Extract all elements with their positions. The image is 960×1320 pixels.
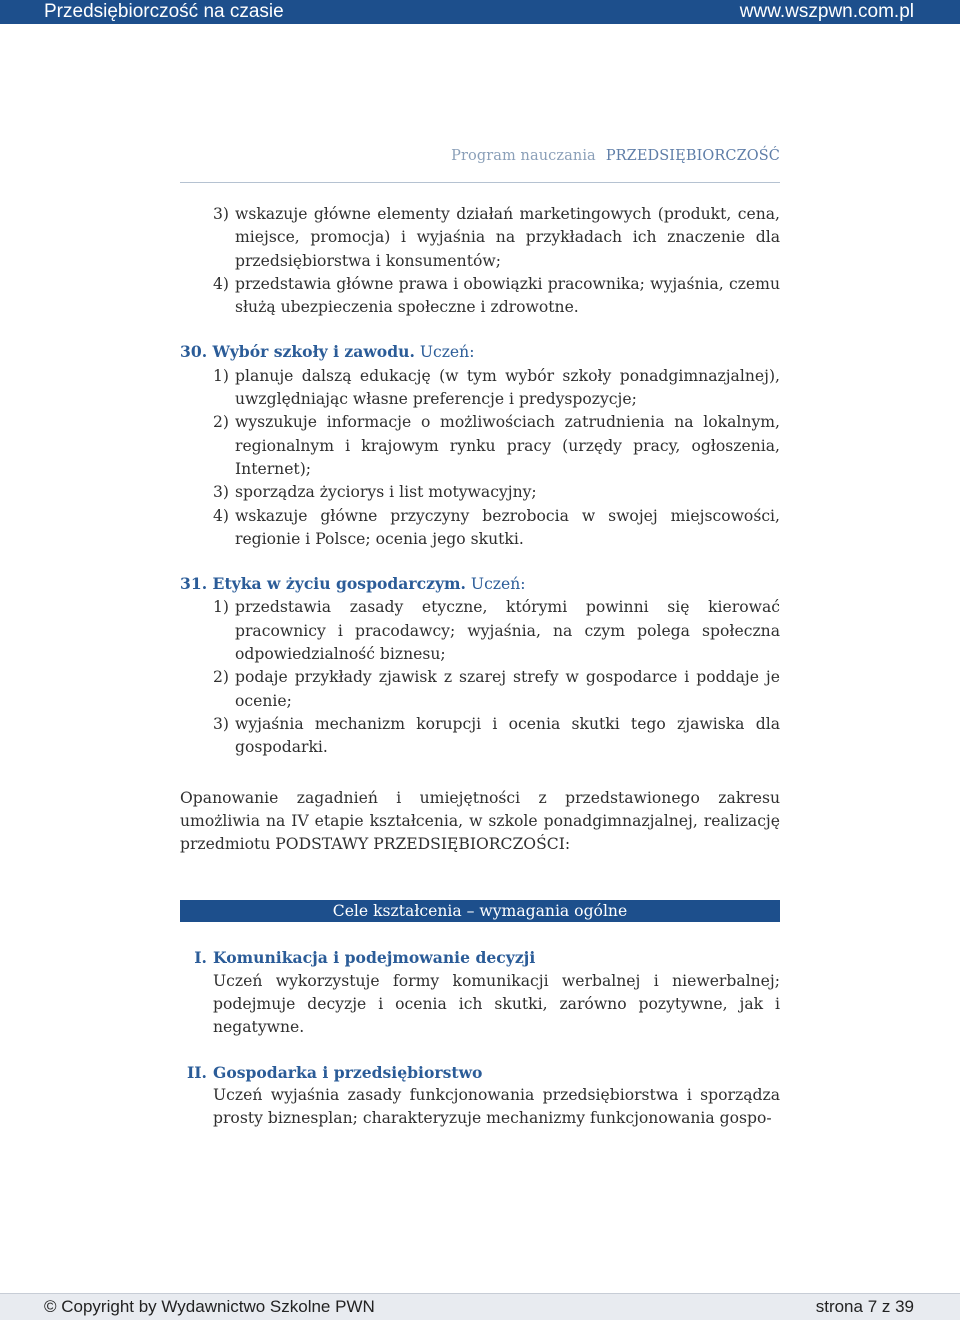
item-text: sporządza życiorys i list motywacyjny; xyxy=(235,483,537,502)
list-item xyxy=(180,666,780,713)
item-number: 4) xyxy=(213,506,230,525)
list-item xyxy=(180,713,780,760)
goal-title: Gospodarka i przedsiębiorstwo xyxy=(213,1062,483,1082)
footer-copyright: © Copyright by Wydawnictwo Szkolne PWN xyxy=(44,1297,375,1316)
item-text: wskazuje główne elementy działań marketingowych (produkt, cena, miejsce, promocja) i wyjaśnia na przykładach ich znaczenie dla przedsiębiorstwa i konsumentów; xyxy=(235,205,780,270)
body-paragraph: Opanowanie zagadnień i umiejętności z przedstawionego zakresu umożliwia na IV etapie kształcenia, w szkole ponadgimnazjalnej, realizację przedmiotu PODSTAWY PRZEDSIĘBIORCZOŚCI: xyxy=(180,788,780,854)
header-url[interactable]: www.wszpwn.com.pl xyxy=(739,1,914,22)
item-number: 3) xyxy=(213,714,230,733)
list-item xyxy=(180,481,780,504)
section-heading xyxy=(180,572,780,596)
goal-title: Komunikacja i podejmowanie decyzji xyxy=(213,948,536,968)
item-number: 1) xyxy=(213,366,230,385)
running-head-label: Program nauczania xyxy=(451,148,596,164)
goal-text: Uczeń wyjaśnia zasady funkcjonowania przedsiębiorstwa i sporządza prosty biznesplan; charakteryzuje mechanizmy funkcjonowania gospo- xyxy=(213,1085,780,1128)
continued-list xyxy=(180,203,780,319)
item-text: przedstawia główne prawa i obowiązki pracownika; wyjaśnia, czemu służą ubezpieczenia społeczne i zdrowotne. xyxy=(235,274,780,317)
item-text: wyjaśnia mechanizm korupcji i ocenia skutki tego zjawiska dla gospodarki. xyxy=(235,714,780,757)
item-number: 3) xyxy=(213,483,230,502)
item-text: przedstawia zasady etyczne, którymi powinni się kierować pracownicy i pracodawcy; wyjaśnia, na czym polega społeczna odpowiedzialność biznesu; xyxy=(235,598,780,664)
running-head xyxy=(451,148,780,164)
goal-text: Uczeń wykorzystuje formy komunikacji werbalnej i niewerbalnej; podejmuje decyzje i ocenia ich skutki, zarówno pozytywne, jak i negatywne. xyxy=(213,971,780,1037)
section-title: 30. Wybór szkoły i zawodu. xyxy=(180,342,415,362)
item-text: planuje dalszą edukację (w tym wybór szkoły ponadgimnazjalnej), uwzględniając własne preferencje i predyspozycje; xyxy=(235,366,780,409)
item-number: 4) xyxy=(213,274,230,293)
goal-number: II. xyxy=(186,1062,207,1082)
item-text: wyszukuje informacje o możliwościach zatrudnienia na lokalnym, regionalnym i krajowym rynku pracy (urzędy pracy, ogłoszenia, Internet); xyxy=(235,413,780,478)
page-footer xyxy=(0,1293,960,1320)
list-item xyxy=(180,365,780,412)
goal-item xyxy=(180,1061,780,1131)
list-item xyxy=(180,505,780,552)
section-heading xyxy=(180,340,780,364)
section-30 xyxy=(180,340,780,551)
section-intro: Uczeń: xyxy=(470,575,526,594)
goal-item xyxy=(180,946,780,1039)
section-intro: Uczeń: xyxy=(419,343,475,362)
section-title: 31. Etyka w życiu gospodarczym. xyxy=(180,574,466,594)
item-number: 1) xyxy=(213,598,230,617)
item-text: podaje przykłady zjawisk z szarej strefy w gospodarce i poddaje je ocenie; xyxy=(235,668,780,710)
list-item xyxy=(180,203,780,273)
footer-page-number: strona 7 z 39 xyxy=(815,1297,914,1316)
running-head-subject: PRZEDSIĘBIORCZOŚĆ xyxy=(605,148,780,164)
header-rule xyxy=(180,182,780,183)
page-content xyxy=(180,203,780,1131)
item-text: wskazuje główne przyczyny bezrobocia w swojej miejscowości, regionie i Polsce; ocenia jego skutki. xyxy=(235,506,780,548)
goal-number: I. xyxy=(194,948,207,968)
item-number: 2) xyxy=(213,413,230,432)
list-item xyxy=(180,273,780,320)
list-item xyxy=(180,596,780,666)
top-header-bar xyxy=(0,0,960,24)
header-title: Przedsiębiorczość na czasie xyxy=(44,1,284,22)
item-number: 3) xyxy=(213,205,230,223)
section-banner: Cele kształcenia – wymagania ogólne xyxy=(180,900,780,922)
list-item xyxy=(180,411,780,481)
item-number: 2) xyxy=(213,668,230,687)
section-31 xyxy=(180,572,780,759)
